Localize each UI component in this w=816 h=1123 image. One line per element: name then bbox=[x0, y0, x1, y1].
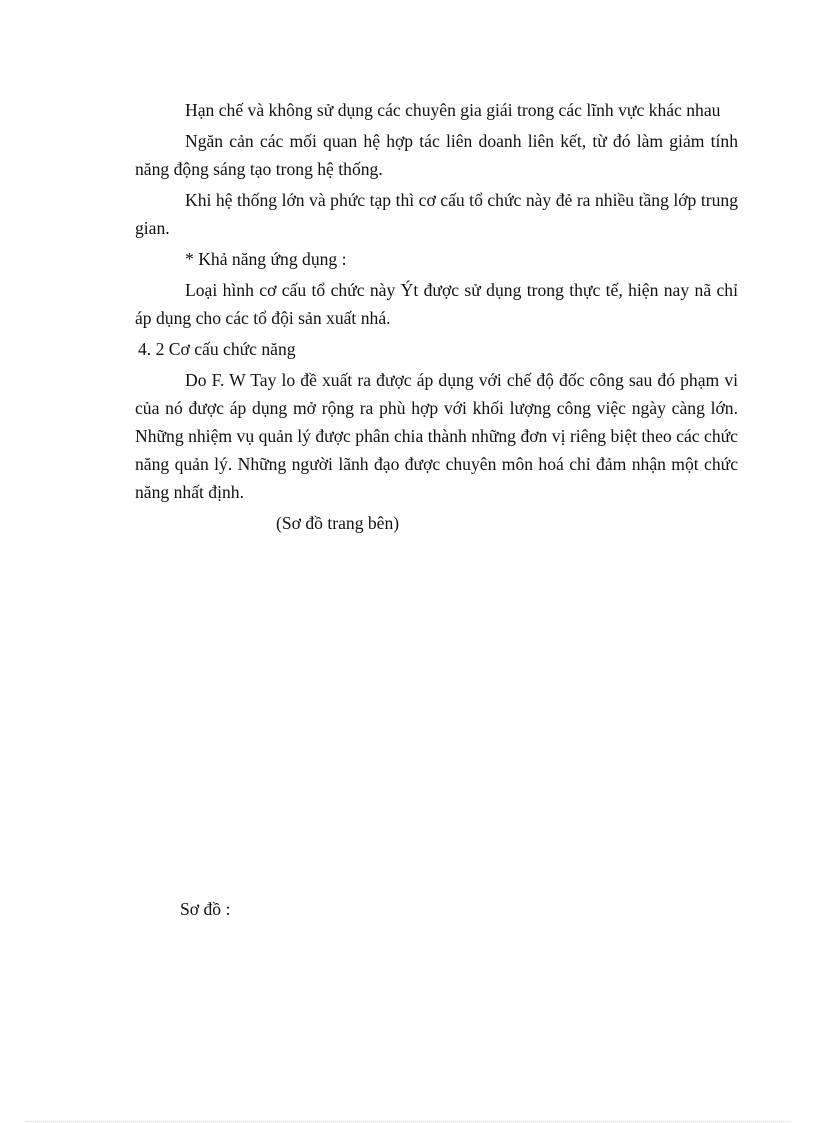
page-bottom-edge bbox=[26, 1121, 790, 1122]
paragraph-limitation-layers: Khi hệ thống lớn và phức tạp thì cơ cấu tổ chức này đẻ ra nhiều tầng lớp trung gian. bbox=[135, 190, 738, 238]
ability-label: * Khả năng ứng dụng : bbox=[185, 249, 347, 269]
blank-diagram-area bbox=[135, 580, 738, 880]
section-heading: 4. 2 Cơ cấu chức năng bbox=[138, 339, 296, 359]
document-body bbox=[135, 96, 738, 537]
diagram-caption: (Sơ đồ trang bên) bbox=[276, 513, 400, 533]
paragraph-limitation-experts: Hạn chế và không sử dụng các chuyên gia giái trong các lĩnh vực khác nhau bbox=[185, 100, 721, 120]
paragraph-ability: Loại hình cơ cấu tổ chức này Ýt được sử dụng trong thực tế, hiện nay nã chỉ áp dụng cho các tổ đội sản xuất nhá. bbox=[135, 280, 738, 328]
diagram-label: Sơ đồ : bbox=[180, 899, 231, 919]
paragraph-functional-structure: Do F. W Tay lo đề xuất ra được áp dụng với chế độ đốc công sau đó phạm vi của nó được áp dụng mở rộng ra phù hợp với khối lượng công việc ngày càng lớn. Những nhiệm vụ quản lý được phân chia thành những đơn vị riêng biệt theo các chức năng quản lý. Những người lãnh đạo được chuyên môn hoá chỉ đảm nhận một chức năng nhất định. bbox=[135, 370, 738, 502]
paragraph-limitation-cooperation: Ngăn cản các mối quan hệ hợp tác liên doanh liên kết, từ đó làm giảm tính năng động sáng tạo trong hệ thống. bbox=[135, 131, 738, 179]
